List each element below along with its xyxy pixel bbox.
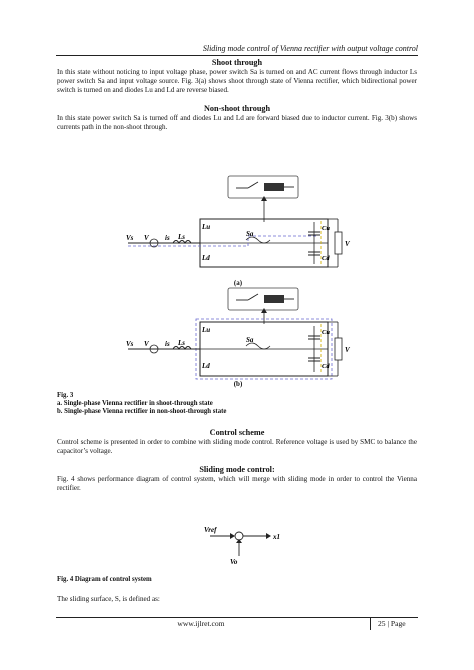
subfigure-b-label: (b)	[233, 380, 243, 388]
heading-shoot-through: Shoot through	[211, 58, 263, 67]
label-ls: Ls	[178, 339, 185, 347]
footer-separator	[370, 617, 371, 630]
label-lu: Lu	[202, 326, 211, 334]
figure-4-diagram	[196, 520, 286, 570]
label-vo: Vo	[230, 558, 238, 566]
label-vref: Vref	[204, 526, 217, 534]
label-vs: Vs	[126, 234, 134, 242]
label-is: is	[165, 234, 170, 242]
label-x1: x1	[273, 533, 280, 541]
label-is: is	[165, 340, 170, 348]
current-path	[128, 236, 318, 246]
igbt-icon	[264, 183, 284, 191]
label-vo: V	[345, 346, 350, 354]
label-cu: Cu	[322, 225, 330, 232]
footer-rule	[56, 617, 418, 618]
label-cd: Cd	[322, 363, 330, 370]
label-sa: Sa	[246, 230, 254, 238]
label-lu: Lu	[202, 223, 211, 231]
figure-4-caption: Fig. 4 Diagram of control system	[57, 576, 152, 583]
label-v: V	[144, 234, 149, 242]
figure-3a-caption: a. Single-phase Vienna rectifier in shoot-through state	[57, 400, 213, 407]
heading-control-scheme: Control scheme	[209, 428, 265, 437]
paragraph-sliding-surface: The sliding surface, S, is defined as:	[57, 595, 160, 603]
figure-3b-circuit	[118, 286, 358, 384]
subfigure-a-label: (a)	[233, 279, 243, 287]
paragraph-sliding-mode: Fig. 4 shows performance diagram of control system, which will merge with sliding mode in order to control the Vienna rectifier.	[57, 475, 417, 492]
paragraph-non-shoot-through: In this state power switch Sa is turned off and diodes Lu and Ld are forward biased due to inductor current. Fig. 3(b) shows currents path in the non-shoot through.	[57, 114, 417, 131]
label-ls: Ls	[178, 233, 185, 241]
label-ld: Ld	[202, 362, 210, 370]
header-rule	[56, 55, 418, 56]
rload-resistor	[335, 338, 342, 360]
label-sa: Sa	[246, 336, 254, 344]
running-header: Sliding mode control of Vienna rectifier with output voltage control	[202, 44, 418, 53]
label-vs: Vs	[126, 340, 134, 348]
heading-non-shoot-through: Non-shoot through	[203, 104, 271, 113]
label-v: V	[144, 340, 149, 348]
summing-junction-icon	[235, 532, 243, 540]
igbt-icon	[264, 295, 284, 303]
figure-3b-caption: b. Single-phase Vienna rectifier in non-shoot-through state	[57, 408, 227, 415]
figure-3a-circuit	[118, 174, 358, 280]
footer-page-number: 25 | Page	[378, 619, 406, 628]
paragraph-control-scheme: Control scheme is presented in order to combine with sliding mode control. Reference voltage is used by SMC to balance the capacitor’s voltage.	[57, 438, 417, 455]
label-cd: Cd	[322, 255, 330, 262]
footer-website: www.ijlret.com	[177, 619, 225, 628]
label-vo: V	[345, 240, 350, 248]
rload-resistor	[335, 232, 342, 254]
label-cu: Cu	[322, 329, 330, 336]
heading-sliding-mode: Sliding mode control:	[199, 465, 275, 474]
figure-3-caption-title: Fig. 3	[57, 392, 74, 399]
label-ld: Ld	[202, 254, 210, 262]
paragraph-shoot-through: In this state without noticing to input voltage phase, power switch Sa is turned on and AC current flows through inductor Ls power switch Sa and input voltage source. Fig. 3(a) shows shoot through state of Vienna rectifier, which bidirectional power switch is turned on and diodes Lu and Ld are reverse biased.	[57, 68, 417, 94]
